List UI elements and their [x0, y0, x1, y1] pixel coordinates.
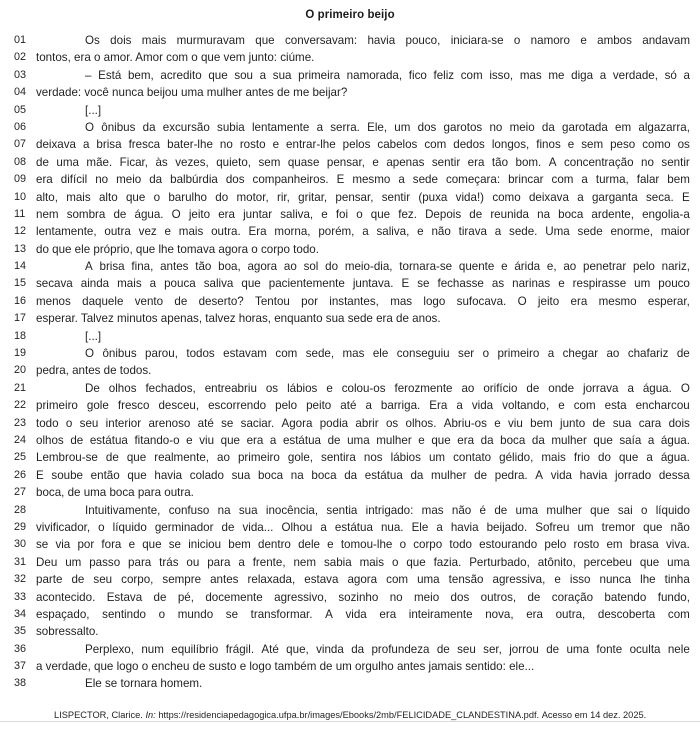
line-text: menos daquele vento de deserto? Tentou por instantes, mas logo sufocava. O jeito era mesmo esperar,: [36, 294, 690, 308]
text-line: [0, 432, 700, 449]
bottom-divider: [0, 721, 700, 722]
line-number: 33: [14, 590, 27, 603]
text-line: [0, 675, 700, 692]
line-text: Os dois mais murmuravam que conversavam: havia pouco, iniciara-se o namoro e ambos andavam: [85, 34, 690, 47]
line-number: 28: [14, 503, 27, 516]
text-line: [0, 258, 700, 275]
line-number: 38: [14, 677, 27, 690]
line-text: era difícil no meio da balbúrdia dos companheiros. E mesmo a sede começara: brincar com a turma, falar bem: [36, 173, 690, 187]
line-number: 25: [14, 451, 27, 464]
text-line: [0, 223, 700, 240]
text-line: [0, 571, 700, 588]
numbered-text-body: [0, 32, 700, 693]
text-line: [0, 536, 700, 553]
text-line: [0, 397, 700, 414]
line-text: Deu um passo para trás ou para a frente, nem sabia mais o que fazia. Perturbado, atônito, percebeu que uma: [36, 555, 690, 569]
text-line: [0, 502, 700, 519]
text-line: [0, 189, 700, 206]
line-number: 30: [14, 538, 27, 551]
line-number: 04: [14, 86, 27, 99]
line-number: 07: [14, 138, 27, 151]
line-number: 23: [14, 416, 27, 429]
line-number: 31: [14, 555, 27, 568]
line-number: 05: [14, 103, 27, 116]
text-line: [0, 589, 700, 606]
line-number: 06: [14, 120, 27, 133]
text-line: [0, 362, 700, 379]
line-number: 22: [14, 399, 27, 412]
source-in-label: In:: [145, 710, 156, 721]
source-author: LISPECTOR, Clarice.: [54, 710, 143, 721]
source-access-date: Acesso em 14 dez. 2025.: [541, 710, 647, 721]
line-number: 02: [14, 51, 27, 64]
line-text: [...]: [85, 103, 102, 117]
line-number: 27: [14, 486, 27, 499]
text-line: [0, 84, 700, 101]
text-line: [0, 328, 700, 345]
line-text: primeiro gole fresco desceu, escorrendo pelo peito até a barriga. Era a vida voltando, e com esta encharcou: [36, 399, 690, 413]
line-text: De olhos fechados, entreabriu os lábios e colou-os ferozmente ao orifício de onde jorrava a água. O: [85, 381, 690, 395]
line-number: 08: [14, 155, 27, 168]
line-text: Perplexo, num equilíbrio frágil. Até que, vinda da profundeza de seu ser, jorrou de uma fonte oculta nele: [85, 642, 690, 656]
line-text: a verdade, que logo o encheu de susto e logo também de um orgulho antes jamais sentido: ele...: [36, 660, 535, 674]
line-text: acontecido. Estava de pé, docemente agressivo, sozinho no meio dos outros, de coração batendo fundo,: [36, 590, 690, 604]
line-text: vivificador, o líquido germinador de vida... Olhou a estátua nua. Ele a havia beijado. Sofreu um tremor que não: [36, 520, 690, 534]
line-number: 15: [14, 277, 27, 290]
line-text: esperar. Talvez minutos apenas, talvez horas, enquanto sua sede era de anos.: [36, 312, 441, 326]
line-number: 24: [14, 433, 27, 446]
line-number: 16: [14, 294, 27, 307]
line-text: nem sombra de água. O jeito era juntar saliva, e foi o que fez. Depois de reunida na boca ardente, engolia-a: [36, 207, 690, 221]
line-number: 18: [14, 329, 27, 342]
text-line: [0, 102, 700, 119]
line-text: O ônibus parou, todos estavam com sede, mas ele conseguiu ser o primeiro a chegar ao chafariz de: [85, 347, 690, 361]
text-line: [0, 49, 700, 66]
text-line: [0, 32, 700, 49]
line-number: 17: [14, 312, 27, 325]
text-line: [0, 206, 700, 223]
line-text: O ônibus da excursão subia lentamente a serra. Ele, um dos garotos no meio da garotada em algazarra,: [85, 120, 690, 134]
line-number: 37: [14, 660, 27, 673]
text-line: [0, 136, 700, 153]
text-line: [0, 171, 700, 188]
line-number: 34: [14, 607, 27, 620]
text-line: [0, 467, 700, 484]
line-number: 12: [14, 225, 27, 238]
line-number: 01: [14, 34, 27, 46]
line-number: 35: [14, 625, 27, 638]
line-text: do que ele próprio, que lhe tomava agora o corpo todo.: [36, 242, 319, 256]
line-text: Ele se tornara homem.: [85, 677, 203, 691]
line-number: 21: [14, 381, 27, 394]
text-line: [0, 658, 700, 675]
text-line: [0, 641, 700, 658]
line-number: 09: [14, 173, 27, 186]
text-line: [0, 606, 700, 623]
line-number: 20: [14, 364, 27, 377]
line-text: lentamente, outra vez e mais outra. Era morna, porém, a saliva, e não tirava a sede. Uma sede enorme, maior: [36, 225, 690, 239]
line-text: E soube então que havia colado sua boca na boca da estátua da mulher de pedra. A vida havia jorrado dessa: [36, 468, 690, 482]
line-text: todo o seu interior arenoso até se saciar. Agora podia abrir os olhos. Abriu-os e viu bem junto de sua cara dois: [36, 416, 690, 430]
line-text: se via por fora e que se iniciou bem dentro dele e tomou-lhe o corpo todo estourando pelo rosto em brasa viva.: [36, 538, 690, 552]
text-line: [0, 293, 700, 310]
text-line: [0, 519, 700, 536]
text-line: [0, 415, 700, 432]
line-text: parte de seu corpo, sempre antes relaxada, estava agora com uma tensão agressiva, e isso nunca lhe tinha: [36, 573, 690, 587]
line-text: secava ainda mais a pouca saliva que pacientemente juntava. E se fechasse as narinas e respirasse um pouco: [36, 277, 690, 291]
line-text: A brisa fina, antes tão boa, agora ao sol do meio-dia, tornara-se quente e árida e, ao penetrar pelo nariz,: [85, 260, 690, 274]
text-line: [0, 623, 700, 640]
line-text: – Está bem, acredito que sou a sua primeira namorada, fico feliz com isso, mas me diga a verdade, só a: [85, 68, 690, 82]
text-line: [0, 241, 700, 258]
line-text: Lembrou-se de que realmente, ao primeiro gole, sentira nos lábios um contato gélido, mais frio do que a água.: [36, 451, 690, 465]
line-text: [...]: [85, 329, 102, 343]
line-number: 13: [14, 242, 27, 255]
line-number: 29: [14, 520, 27, 533]
text-line: [0, 554, 700, 571]
line-text: tontos, era o amor. Amor com o que vem junto: ciúme.: [36, 51, 315, 65]
text-line: [0, 154, 700, 171]
line-number: 03: [14, 68, 27, 81]
line-text: verdade: você nunca beijou uma mulher antes de me beijar?: [36, 86, 348, 100]
line-text: sobressalto.: [36, 625, 99, 639]
source-url[interactable]: https://residenciapedagogica.ufpa.br/images/Ebooks/2mb/FELICIDADE_CLANDESTINA.pdf.: [158, 710, 540, 721]
source-citation: [0, 709, 700, 722]
text-line: [0, 449, 700, 466]
text-line: [0, 310, 700, 327]
text-line: [0, 67, 700, 84]
text-line: [0, 345, 700, 362]
line-text: espaçado, sentindo o mundo se transformar. A vida era inteiramente nova, era outra, descoberta com: [36, 607, 690, 621]
line-text: boca, de uma boca para outra.: [36, 486, 194, 500]
line-text: alto, mais alto que o barulho do motor, rir, gritar, pensar, sentir (puxa vida!) como deixava a garganta seca. E: [36, 190, 690, 204]
line-number: 26: [14, 468, 27, 481]
text-line: [0, 380, 700, 397]
page-title: O primeiro beijo: [305, 7, 395, 21]
line-text: de uma mãe. Ficar, às vezes, quieto, sem quase pensar, e apenas sentir era tão bom. A concentração no sentir: [36, 155, 690, 169]
text-line: [0, 119, 700, 136]
line-text: Intuitivamente, confuso na sua inocência, sentia intrigado: mas não é de uma mulher que sai o líquido: [85, 503, 690, 517]
line-number: 10: [14, 190, 27, 203]
line-text: olhos de estátua fitando-o e viu que era a estátua de uma mulher e que era da boca da mulher que saía a água.: [36, 433, 690, 447]
line-number: 36: [14, 642, 27, 655]
line-number: 14: [14, 260, 27, 273]
line-text: pedra, antes de todos.: [36, 364, 152, 378]
text-line: [0, 484, 700, 501]
text-line: [0, 275, 700, 292]
line-number: 32: [14, 573, 27, 586]
line-text: deixava a brisa fresca bater-lhe no rosto e entrar-lhe pelos cabelos com dedos longos, finos e sem peso como os: [36, 138, 690, 152]
line-number: 19: [14, 347, 27, 360]
line-number: 11: [14, 207, 26, 220]
